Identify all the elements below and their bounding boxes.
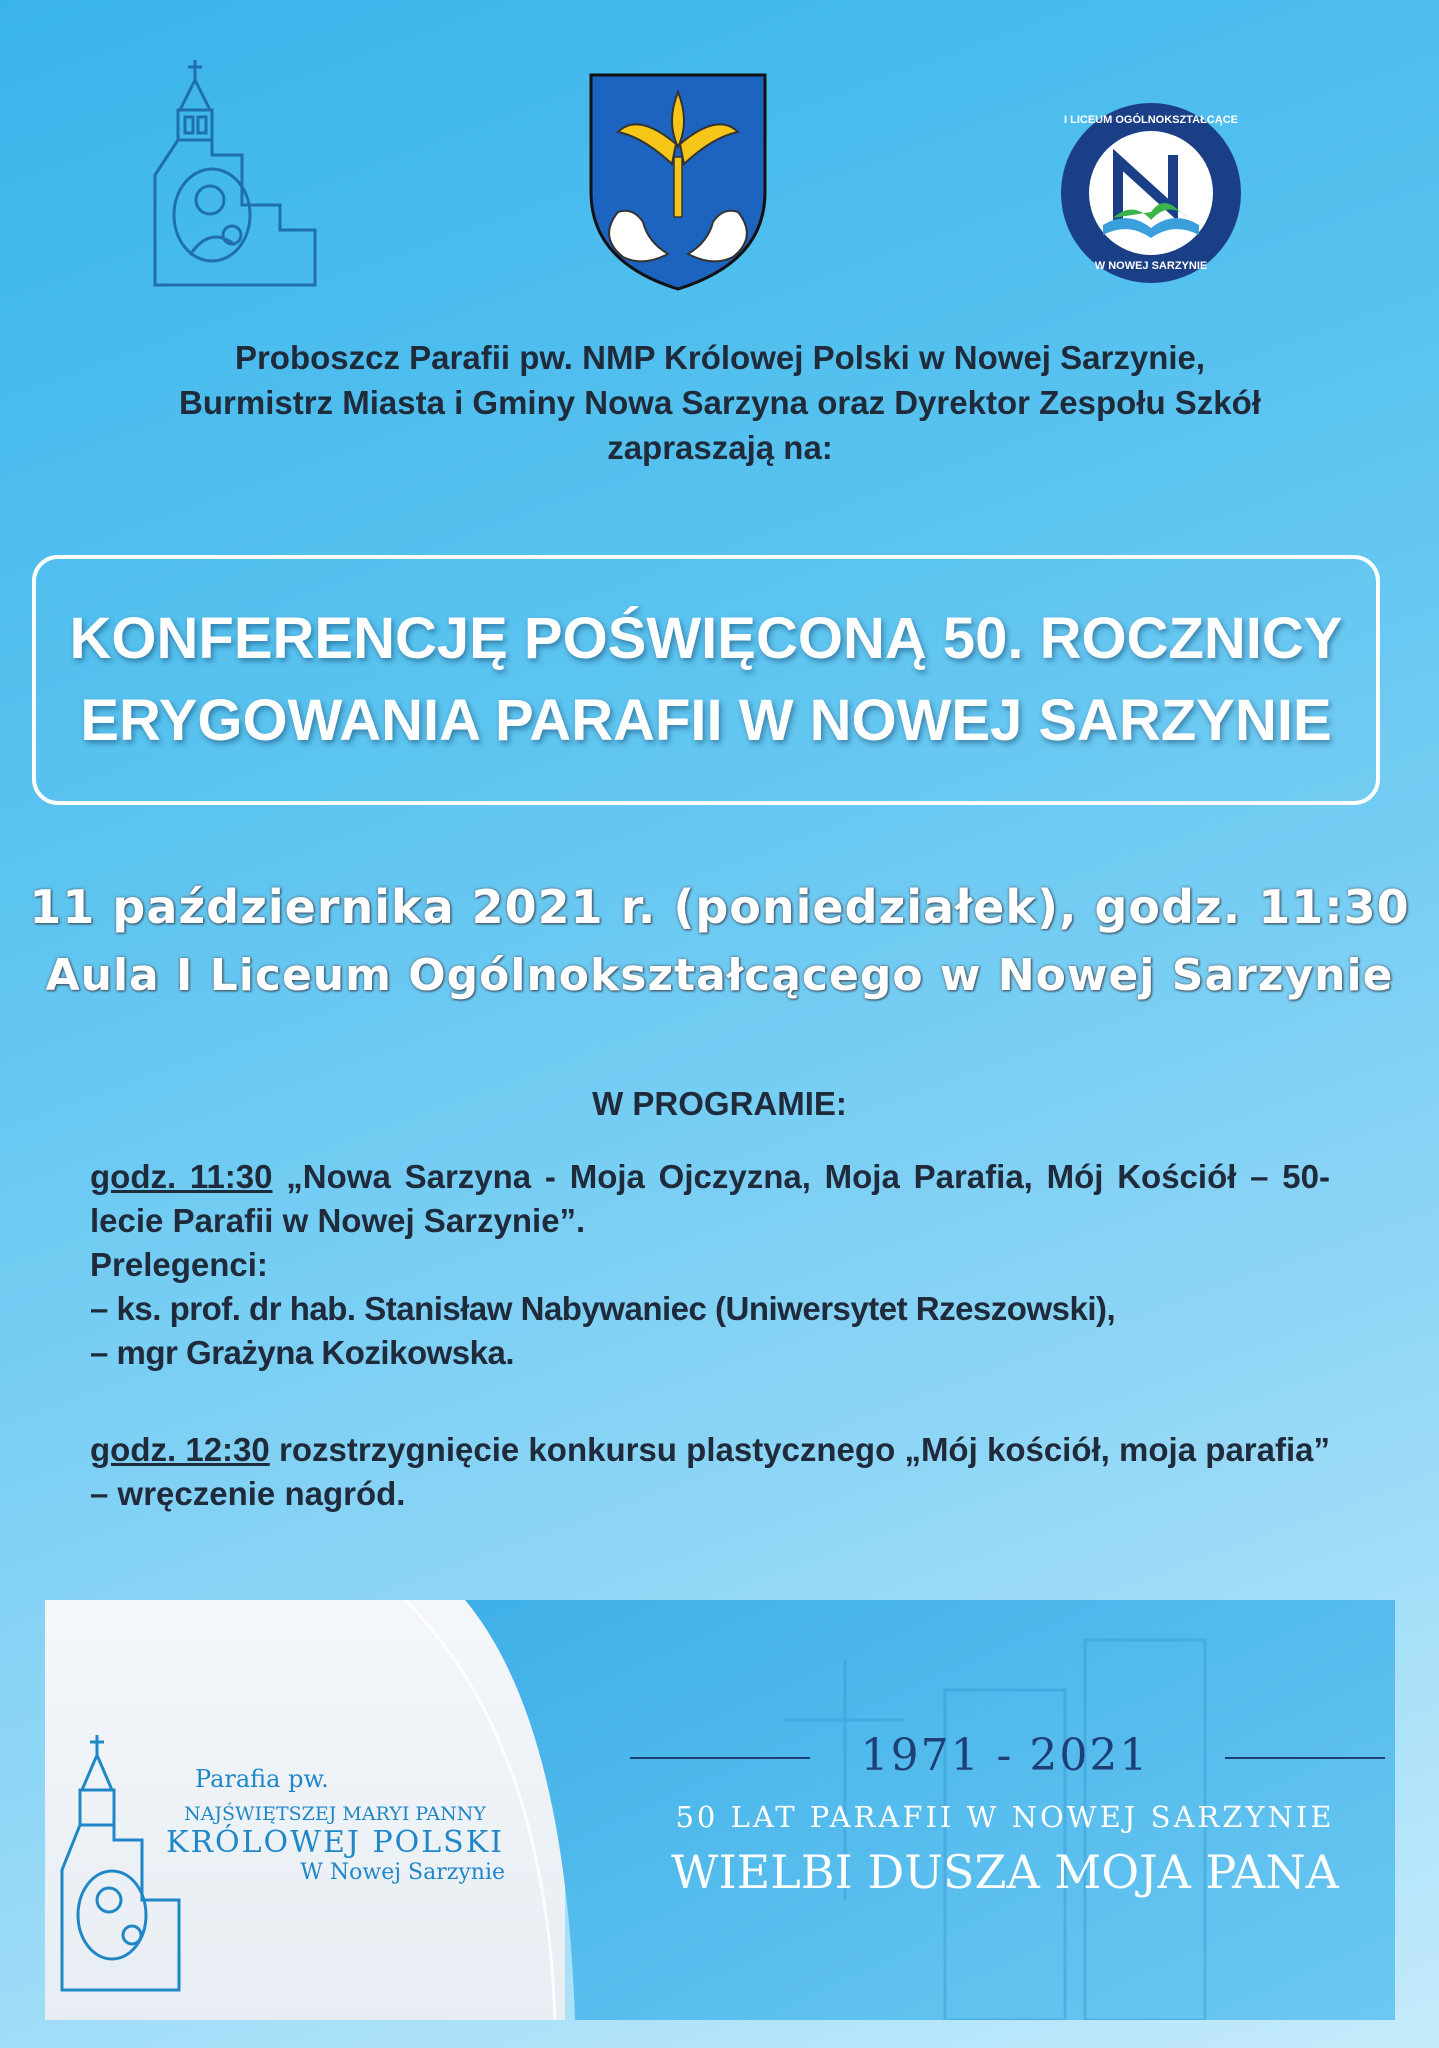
event-venue: Aula I Liceum Ogólnokształcącego w Nowej Sarzynie — [45, 950, 1394, 1001]
school-ring-bottom-text: W NOWEJ SARZYNIE — [1094, 260, 1208, 272]
programme-heading: W PROGRAMIE: — [592, 1085, 847, 1122]
speaker-1: – ks. prof. dr hab. Stanisław Nabywaniec (Uniwersytet Rzeszowski), — [90, 1290, 1116, 1327]
programme-item-2-time: godz. 12:30 — [90, 1431, 270, 1468]
invitation-text — [60, 335, 1380, 470]
speakers-label: Prelegenci: — [90, 1246, 268, 1283]
speaker-2: – mgr Grażyna Kozikowska. — [90, 1334, 514, 1371]
anniversary-years: 1971 - 2021 — [860, 1730, 1150, 1781]
school-ring-top-text: I LICEUM OGÓLNOKSZTAŁCĄCE — [1064, 114, 1238, 126]
programme-item-2-text: rozstrzygnięcie konkursu plastycznego „Mój kościół, moja parafia” – wręczenie nagród. — [90, 1431, 1331, 1512]
invitation-line-3: zapraszają na: — [607, 429, 833, 466]
banner-parish-name — [155, 1765, 515, 1885]
anniversary-banner — [45, 1600, 1395, 2020]
school-logo — [1058, 100, 1244, 286]
title-line-1: KONFERENCJĘ POŚWIĘCONĄ 50. ROCZNICY — [69, 606, 1343, 671]
banner-parish-line-3: KRÓLOWEJ POLSKI — [166, 1825, 504, 1860]
conference-title-box — [32, 555, 1380, 805]
school-emblem-icon — [1058, 100, 1244, 286]
invitation-line-1: Proboszcz Parafii pw. NMP Królowej Polski w Nowej Sarzynie, — [234, 339, 1206, 376]
programme-item-1-time: godz. 11:30 — [90, 1158, 273, 1195]
banner-parish-line-1: Parafia pw. — [195, 1765, 329, 1793]
anniversary-motto: WIELBI DUSZA MOJA PANA — [671, 1845, 1339, 1899]
banner-parish-line-2: NAJŚWIĘTSZEJ MARYI PANNY — [184, 1803, 486, 1825]
invitation-line-2: Burmistrz Miasta i Gminy Nowa Sarzyna oraz Dyrektor Zespołu Szkół — [179, 384, 1261, 421]
programme-item-2 — [90, 1428, 1330, 1516]
banner-parish-line-4: W Nowej Sarzynie — [300, 1860, 505, 1885]
coat-of-arms-lily-icon — [588, 72, 768, 292]
parish-church-icon — [150, 55, 320, 295]
anniversary-subtitle: 50 LAT PARAFII W NOWEJ SARZYNIE — [675, 1800, 1335, 1834]
programme-item-1 — [90, 1155, 1330, 1243]
title-line-2: ERYGOWANIA PARAFII W NOWEJ SARZYNIE — [80, 688, 1332, 753]
programme-item-1-text: „Nowa Sarzyna - Moja Ojczyzna, Moja Parafia, Mój Kościół – 50-lecie Parafii w Nowej Sarzynie”. — [90, 1158, 1331, 1239]
event-date: 11 października 2021 r. (poniedziałek), godz. 11:30 — [29, 880, 1410, 934]
